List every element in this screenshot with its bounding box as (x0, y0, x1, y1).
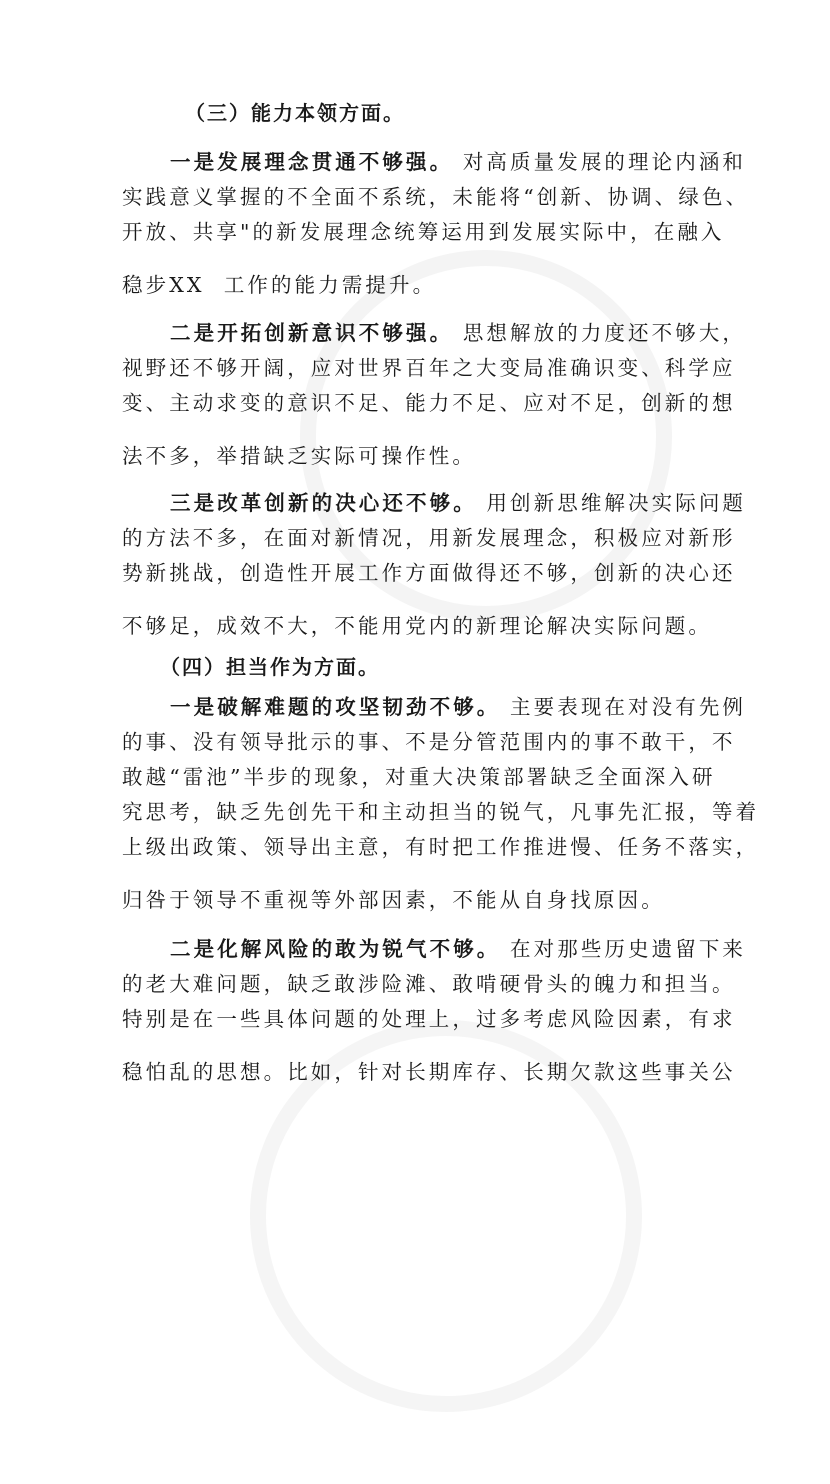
paragraph-line: 不够足，成效不大，不能用党内的新理论解决实际问题。 (122, 614, 712, 638)
paragraph-line: 势新挑战，创造性开展工作方面做得还不够，创新的决心还 (122, 561, 736, 585)
paragraph-line: 上级出政策、领导出主意，有时把工作推进慢、任务不落实， (122, 835, 760, 859)
paragraph-line: 的事、没有领导批示的事、不是分管范围内的事不敢干，不 (122, 730, 736, 754)
paragraph-line: 稳怕乱的思想。比如，针对长期库存、长期欠款这些事关公 (122, 1060, 736, 1084)
paragraph-line: 法不多，举措缺乏实际可操作性。 (122, 444, 476, 468)
paragraph-lead: 一是破解难题的攻坚韧劲不够。 (170, 695, 501, 719)
paragraph-line: 的老大难问题，缺乏敢涉险滩、敢啃硬骨头的魄力和担当。 (122, 972, 736, 996)
paragraph-line: 稳步XX 工作的能力需提升。 (122, 273, 437, 297)
paragraph-line: 三是改革创新的决心还不够。 用创新思维解决实际问题 (170, 491, 747, 515)
paragraph-line: 变、主动求变的意识不足、能力不足、应对不足，创新的想 (122, 391, 736, 415)
section-heading-3: （三）能力本领方面。 (185, 101, 405, 125)
paragraph-line: 一是发展理念贯通不够强。 对高质量发展的理论内涵和 (170, 150, 747, 174)
paragraph-line: 二是开拓创新意识不够强。 思想解放的力度还不够大， (170, 321, 747, 345)
paragraph-line: 敢越“雷池”半步的现象，对重大决策部署缺乏全面深入研 (122, 765, 716, 789)
paragraph-line: 特别是在一些具体问题的处理上，过多考虑风险因素，有求 (122, 1007, 736, 1031)
paragraph-lead: 三是改革创新的决心还不够。 (170, 491, 477, 515)
paragraph-line: 视野还不够开阔，应对世界百年之大变局准确识变、科学应 (122, 356, 736, 380)
paragraph-lead: 二是化解风险的敢为锐气不够。 (170, 937, 501, 961)
paragraph-line: 二是化解风险的敢为锐气不够。 在对那些历史遗留下来 (170, 937, 747, 961)
paragraph-line: 实践意义掌握的不全面不系统，未能将“创新、协调、绿色、 (122, 185, 750, 209)
paragraph-lead: 一是发展理念贯通不够强。 (170, 150, 454, 174)
paragraph-line: 究思考，缺乏先创先干和主动担当的锐气，凡事先汇报，等着 (122, 800, 760, 824)
paragraph-line: 归咎于领导不重视等外部因素，不能从自身找原因。 (122, 888, 665, 912)
paragraph-line: 开放、共享"的新发展理念统筹运用到发展实际中，在融入 (122, 220, 725, 244)
paragraph-line: 一是破解难题的攻坚韧劲不够。 主要表现在对没有先例 (170, 695, 747, 719)
paragraph-lead: 二是开拓创新意识不够强。 (170, 321, 454, 345)
paragraph-line: 的方法不多，在面对新情况，用新发展理念，积极应对新形 (122, 526, 736, 550)
section-heading-4: （四）担当作为方面。 (160, 655, 380, 679)
